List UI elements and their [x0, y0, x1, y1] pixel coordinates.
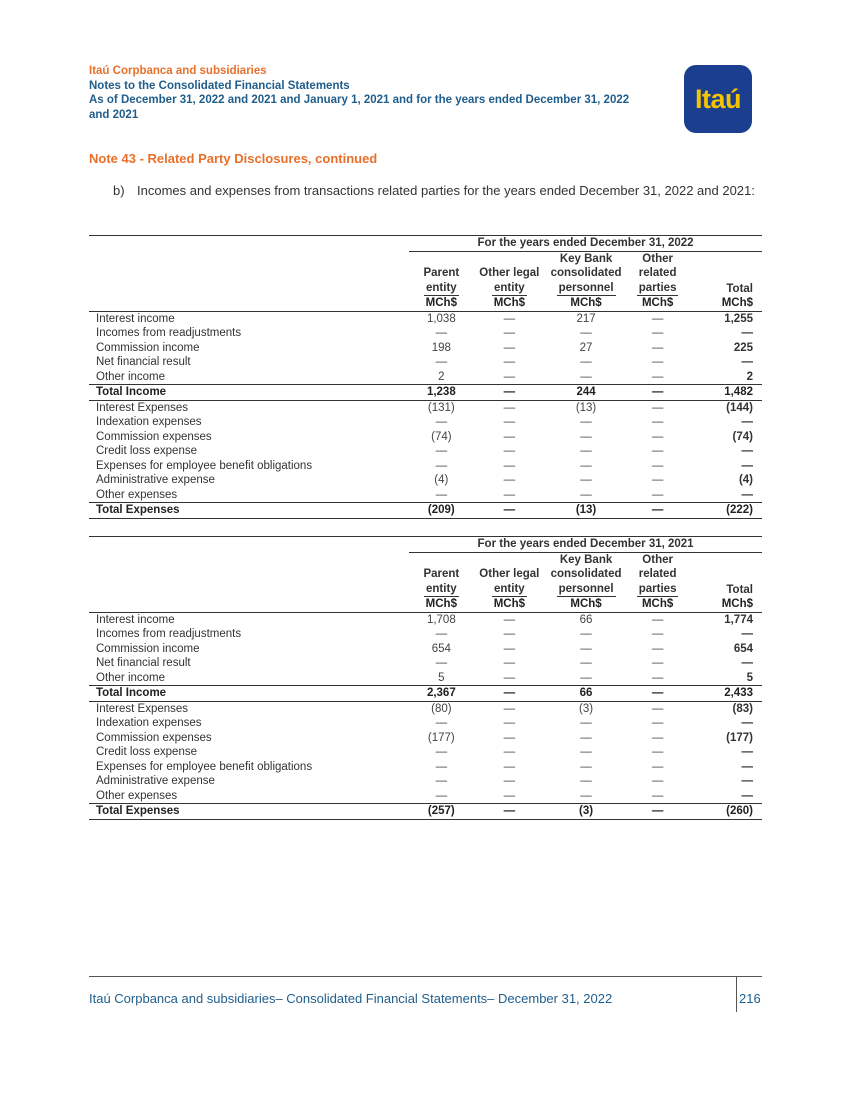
row-label: Other income — [96, 671, 166, 684]
row-total-value: (83) — [732, 702, 753, 715]
header-spacer — [89, 597, 409, 612]
row-total-value: 5 — [746, 671, 753, 684]
row-value: — — [580, 459, 592, 472]
row-value: — — [435, 760, 448, 773]
row-value: — — [580, 642, 592, 655]
row-value: — — [580, 430, 592, 443]
table-row — [89, 731, 762, 746]
row-value: — — [580, 671, 592, 684]
row-label: Credit loss expense — [96, 445, 197, 458]
row-value: — — [435, 717, 448, 730]
row-value: — — [503, 341, 516, 354]
row-label: Incomes from readjustments — [96, 628, 242, 641]
row-total-value: 2,433 — [688, 686, 762, 702]
row-total-value: (4) — [738, 474, 753, 487]
table-row — [89, 774, 762, 789]
row-value: — — [503, 702, 516, 715]
table-row — [89, 311, 762, 326]
column-header-row — [89, 251, 762, 296]
row-value: (80) — [431, 702, 452, 715]
row-value: (3) — [579, 702, 594, 715]
header-subtitle: Notes to the Consolidated Financial Statements — [89, 79, 350, 92]
row-value: — — [651, 370, 664, 383]
row-total-value: (222) — [688, 503, 762, 519]
table-row — [89, 745, 762, 760]
row-value: — — [627, 686, 688, 702]
table-row — [89, 400, 762, 415]
column-header-other — [627, 251, 688, 296]
row-value: (209) — [409, 503, 473, 519]
row-value: 217 — [576, 312, 596, 325]
row-label: Total Expenses — [89, 503, 409, 519]
row-total-value: (260) — [688, 804, 762, 820]
header-spacer — [89, 236, 409, 251]
unit-label: MCh$ — [545, 597, 627, 612]
row-total-value: (177) — [726, 731, 753, 744]
row-value: — — [503, 445, 516, 458]
row-value: — — [503, 416, 516, 429]
total-row — [89, 503, 762, 519]
total-row — [89, 686, 762, 702]
table-row — [89, 671, 762, 686]
document-header — [89, 64, 689, 122]
row-value: 27 — [579, 341, 593, 354]
column-header-parent — [409, 251, 473, 296]
row-label: Interest income — [96, 613, 175, 626]
row-total-value: (144) — [726, 401, 753, 414]
row-value: — — [503, 430, 516, 443]
header-spacer — [89, 296, 409, 311]
row-label: Net financial result — [96, 657, 191, 670]
row-label: Other income — [96, 370, 166, 383]
column-header-line: consolidated — [550, 267, 622, 279]
footer-page-divider — [736, 976, 737, 1012]
table-row — [89, 627, 762, 642]
row-value: — — [435, 356, 448, 369]
row-value: — — [474, 503, 546, 519]
row-value: — — [580, 731, 592, 744]
row-value: 2 — [438, 370, 445, 383]
row-value: — — [503, 401, 516, 414]
row-value: — — [503, 459, 516, 472]
row-label: Total Income — [89, 686, 409, 702]
column-header-line: parties — [637, 281, 679, 297]
row-value: — — [580, 789, 592, 802]
row-value: — — [435, 488, 448, 501]
column-header-total: Total — [726, 583, 753, 596]
header-spacer — [89, 251, 409, 296]
row-value: — — [651, 775, 664, 788]
row-value: — — [580, 416, 592, 429]
column-header-line: Other — [642, 553, 673, 566]
row-value: — — [474, 385, 546, 401]
table-row — [89, 341, 762, 356]
related-party-table-2022 — [89, 235, 762, 519]
company-name: Itaú Corpbanca and subsidiaries — [89, 65, 267, 77]
row-value: — — [651, 642, 664, 655]
row-label: Interest Expenses — [96, 401, 189, 414]
row-value: — — [651, 760, 664, 773]
row-label: Indexation expenses — [96, 416, 202, 429]
row-total-value: — — [741, 488, 753, 501]
row-label: Commission income — [96, 341, 200, 354]
row-value: (13) — [545, 503, 627, 519]
row-value: (3) — [545, 804, 627, 820]
column-header-line: parties — [637, 582, 679, 598]
unit-row — [89, 597, 762, 612]
row-value: — — [503, 628, 516, 641]
row-total-value: — — [741, 628, 753, 641]
row-value: 66 — [579, 613, 593, 626]
total-row — [89, 385, 762, 401]
row-value: — — [651, 488, 664, 501]
row-value: — — [651, 789, 664, 802]
row-value: (131) — [427, 401, 455, 414]
row-value: — — [580, 327, 592, 340]
unit-label: MCh$ — [688, 597, 762, 612]
row-value: — — [651, 474, 664, 487]
logo-text: Itaú — [694, 83, 741, 114]
row-total-value: 654 — [733, 642, 753, 655]
column-header-line: Other legal — [479, 267, 540, 279]
intro-paragraph — [113, 183, 763, 199]
row-value: — — [651, 356, 664, 369]
row-value: — — [651, 312, 664, 325]
row-value: 66 — [545, 686, 627, 702]
row-value: — — [435, 327, 448, 340]
column-header-line: personnel — [557, 582, 616, 598]
header-spacer — [89, 537, 409, 552]
row-value: — — [435, 445, 448, 458]
row-value: — — [580, 717, 592, 730]
row-label: Total Expenses — [89, 804, 409, 820]
unit-label: MCh$ — [627, 597, 688, 612]
table-row — [89, 789, 762, 804]
table-row — [89, 716, 762, 731]
column-header-parent — [409, 552, 473, 597]
table-row — [89, 444, 762, 459]
related-party-table-2021 — [89, 536, 762, 820]
row-value: (4) — [434, 474, 449, 487]
row-label: Incomes from readjustments — [96, 327, 242, 340]
period-header: For the years ended December 31, 2022 — [409, 236, 762, 251]
row-value: — — [503, 760, 516, 773]
row-value: — — [651, 628, 664, 641]
row-value: — — [503, 775, 516, 788]
period-header: For the years ended December 31, 2021 — [409, 537, 762, 552]
header-period-line: As of December 31, 2022 and 2021 and January 1, 2021 and for the years ended December 31, 2022 — [89, 94, 630, 106]
row-value: — — [651, 746, 664, 759]
row-value: 198 — [431, 341, 451, 354]
row-value: — — [435, 657, 448, 670]
row-value: 2,367 — [409, 686, 473, 702]
row-value: — — [651, 717, 664, 730]
column-header-line: consolidated — [550, 568, 622, 580]
row-value: — — [651, 416, 664, 429]
row-total-value: — — [741, 746, 753, 759]
row-total-value: 1,482 — [688, 385, 762, 401]
row-value: 1,708 — [426, 613, 456, 626]
intro-item-label: b) — [113, 183, 125, 198]
row-label: Net financial result — [96, 356, 191, 369]
row-value: — — [651, 657, 664, 670]
row-label: Other expenses — [96, 789, 178, 802]
table-row — [89, 760, 762, 775]
row-value: — — [651, 327, 664, 340]
unit-label: MCh$ — [474, 597, 546, 612]
column-header-kbp — [545, 552, 627, 597]
row-label: Administrative expense — [96, 775, 215, 788]
footer-divider — [89, 976, 762, 977]
header-period-line-cont: and 2021 — [89, 108, 139, 121]
row-total-value: — — [741, 717, 753, 730]
row-total-value: (74) — [732, 430, 753, 443]
row-value: — — [435, 746, 448, 759]
row-value: — — [651, 459, 664, 472]
row-value: — — [580, 445, 592, 458]
column-header-line: Other legal — [479, 568, 540, 580]
row-value: — — [503, 474, 516, 487]
row-label: Credit loss expense — [96, 746, 197, 759]
row-value: — — [580, 356, 592, 369]
header-spacer — [89, 552, 409, 597]
row-total-value: — — [741, 657, 753, 670]
row-value: (177) — [427, 731, 455, 744]
row-value: — — [503, 671, 516, 684]
page-number: 216 — [739, 991, 761, 1006]
row-value: — — [503, 789, 516, 802]
table-row — [89, 370, 762, 385]
column-header-line: related — [638, 568, 677, 580]
row-value: 1,238 — [409, 385, 473, 401]
column-header-legal — [474, 552, 546, 597]
row-value: — — [503, 356, 516, 369]
unit-label: MCh$ — [474, 296, 546, 311]
row-value: — — [580, 474, 592, 487]
column-header-line: Key Bank — [559, 553, 613, 566]
column-header-line: Key Bank — [559, 252, 613, 265]
table-row — [89, 430, 762, 445]
row-total-value: — — [741, 445, 753, 458]
row-value: — — [503, 717, 516, 730]
row-total-value: — — [741, 775, 753, 788]
row-value: — — [435, 416, 448, 429]
column-header-row — [89, 552, 762, 597]
row-value: — — [435, 459, 448, 472]
row-label: Expenses for employee benefit obligations — [96, 760, 313, 773]
row-value: — — [580, 760, 592, 773]
column-header-line: personnel — [557, 281, 616, 297]
row-value: — — [503, 312, 516, 325]
row-value: — — [580, 775, 592, 788]
table-row — [89, 642, 762, 657]
row-total-value: 2 — [746, 370, 753, 383]
table-row — [89, 701, 762, 716]
row-value: — — [651, 702, 664, 715]
row-value: — — [435, 789, 448, 802]
row-value: — — [627, 385, 688, 401]
row-value: — — [627, 503, 688, 519]
table-row — [89, 656, 762, 671]
row-value: — — [435, 628, 448, 641]
row-value: — — [580, 746, 592, 759]
row-value: — — [503, 613, 516, 626]
row-value: — — [503, 746, 516, 759]
column-header-line: Parent — [423, 267, 460, 279]
row-value: — — [503, 657, 516, 670]
column-header-line: entity — [492, 281, 527, 297]
table-row — [89, 488, 762, 503]
row-value: — — [580, 628, 592, 641]
row-value: — — [580, 488, 592, 501]
unit-label: MCh$ — [688, 296, 762, 311]
table-row — [89, 459, 762, 474]
row-value: — — [651, 731, 664, 744]
row-label: Other expenses — [96, 488, 178, 501]
column-header-kbp — [545, 251, 627, 296]
column-header-line: Parent — [423, 568, 460, 580]
row-label: Total Income — [89, 385, 409, 401]
row-value: 244 — [545, 385, 627, 401]
row-total-value: — — [741, 789, 753, 802]
table-row — [89, 355, 762, 370]
row-value: (257) — [409, 804, 473, 820]
unit-label: MCh$ — [409, 597, 473, 612]
row-label: Indexation expenses — [96, 717, 202, 730]
row-total-value: 1,774 — [724, 613, 753, 626]
table-row — [89, 415, 762, 430]
row-value: — — [627, 804, 688, 820]
unit-row — [89, 296, 762, 311]
row-value: — — [474, 686, 546, 702]
row-value: 1,038 — [426, 312, 456, 325]
row-value: (74) — [431, 430, 452, 443]
row-total-value: — — [741, 760, 753, 773]
row-label: Interest Expenses — [96, 702, 189, 715]
row-value: — — [651, 430, 664, 443]
row-total-value: 1,255 — [724, 312, 753, 325]
row-value: 5 — [438, 671, 445, 684]
column-header-total: Total — [726, 282, 753, 295]
row-total-value: 225 — [733, 341, 753, 354]
column-header-line: entity — [424, 281, 459, 297]
column-header-other — [627, 552, 688, 597]
column-header-line: Other — [642, 252, 673, 265]
row-value: — — [651, 613, 664, 626]
unit-label: MCh$ — [627, 296, 688, 311]
period-header-row — [89, 236, 762, 251]
row-value: — — [580, 657, 592, 670]
table-row — [89, 473, 762, 488]
row-label: Administrative expense — [96, 474, 215, 487]
row-value: — — [503, 488, 516, 501]
unit-label: MCh$ — [545, 296, 627, 311]
table-row — [89, 326, 762, 341]
row-label: Commission expenses — [96, 430, 212, 443]
column-header-line: entity — [492, 582, 527, 598]
unit-label: MCh$ — [409, 296, 473, 311]
row-value: — — [580, 370, 592, 383]
row-value: 654 — [431, 642, 451, 655]
row-value: — — [651, 341, 664, 354]
row-value: — — [503, 642, 516, 655]
row-value: — — [503, 327, 516, 340]
row-total-value: — — [741, 327, 753, 340]
intro-text: Incomes and expenses from transactions related parties for the years ended December 31, 2022 and 2021: — [137, 183, 755, 198]
row-label: Interest income — [96, 312, 175, 325]
note-title: Note 43 - Related Party Disclosures, continued — [89, 151, 378, 166]
row-value: — — [503, 370, 516, 383]
row-total-value: — — [741, 459, 753, 472]
column-header-line: related — [638, 267, 677, 279]
column-header-legal — [474, 251, 546, 296]
row-value: — — [503, 731, 516, 744]
row-label: Commission expenses — [96, 731, 212, 744]
row-value: (13) — [575, 401, 597, 414]
column-header-line: entity — [424, 582, 459, 598]
row-value: — — [651, 445, 664, 458]
row-total-value: — — [741, 416, 753, 429]
row-value: — — [651, 671, 664, 684]
row-value: — — [651, 401, 664, 414]
footer-text: Itaú Corpbanca and subsidiaries– Consolidated Financial Statements– December 31, 2022 — [89, 991, 613, 1006]
total-row — [89, 804, 762, 820]
row-total-value: — — [741, 356, 753, 369]
row-value: — — [435, 775, 448, 788]
period-header-row — [89, 537, 762, 552]
row-label: Expenses for employee benefit obligations — [96, 459, 313, 472]
table-row — [89, 612, 762, 627]
itau-logo — [684, 65, 752, 133]
row-value: — — [474, 804, 546, 820]
row-label: Commission income — [96, 642, 200, 655]
